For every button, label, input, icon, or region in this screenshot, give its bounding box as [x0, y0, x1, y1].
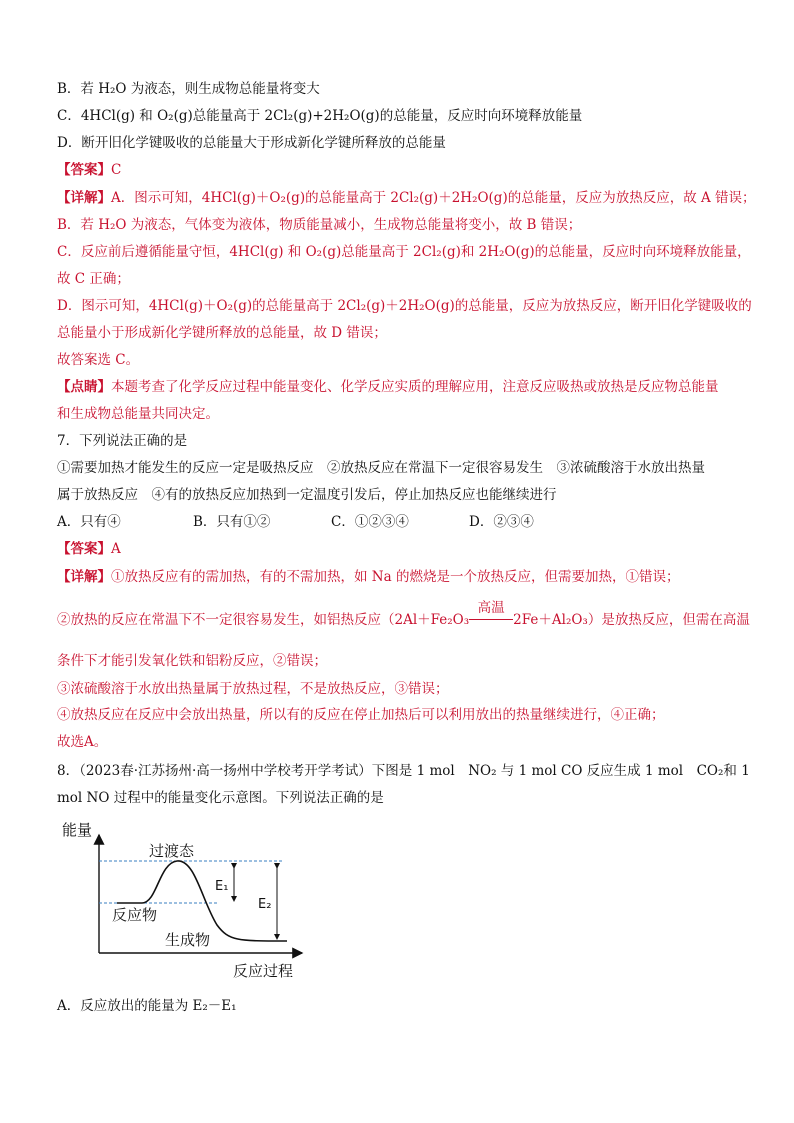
q6-answer — [57, 161, 121, 179]
e1-label: E₁ — [215, 879, 229, 894]
q7-option-d: D．②③④ — [469, 514, 534, 530]
detail-2-pre: ②放热的反应在常温下不一定很容易发生，如铝热反应（2Al＋Fe₂O₃ — [57, 612, 470, 628]
q6-conclusion: 故答案选 C。 — [57, 352, 140, 368]
q7-conclusion: 故选A。 — [57, 734, 108, 750]
reactant-label: 反应物 — [112, 906, 158, 924]
q7-detail-2-line2: 条件下才能引发氧化铁和铝粉反应，②错误； — [57, 653, 327, 669]
q7-detail-3: ③浓硫酸溶于水放出热量属于放热过程，不是放热反应，③错误； — [57, 681, 449, 697]
q7-stem: 7．下列说法正确的是 — [57, 433, 188, 449]
detail-2-post: 2Fe＋Al₂O₃）是放热反应，但需在高温 — [513, 612, 750, 628]
q6-point-line2: 和生成物总能量共同决定。 — [57, 406, 219, 422]
detail-tag: 【详解】 — [57, 569, 111, 585]
q6-point — [57, 378, 719, 396]
detail-tag: 【详解】 — [57, 190, 111, 206]
q7-detail-4: ④放热反应在反应中会放出热量，所以有的反应在停止加热后可以利用放出的热量继续进行，④正确； — [57, 707, 665, 723]
answer-tag: 【答案】 — [57, 541, 111, 557]
answer-tag: 【答案】 — [57, 162, 111, 178]
transition-state-label: 过渡态 — [149, 842, 195, 860]
q8-option-a: A．反应放出的能量为 E₂－E₁ — [57, 998, 237, 1014]
condition-bar — [469, 619, 513, 620]
q8-stem-line2: mol NO 过程中的能量变化示意图。下列说法正确的是 — [57, 790, 384, 806]
condition-text: 高温 — [477, 600, 505, 616]
q7-option-b: B．只有①② — [193, 514, 271, 530]
q7-option-c: C．①②③④ — [331, 514, 409, 530]
q6-detail-b: B．若 H₂O 为液态，气体变为液体，物质能量减小，生成物总能量将变小，故 B 错误； — [57, 217, 582, 233]
q7-statement-line2: 属于放热反应 ④有的放热反应加热到一定温度引发后，停止加热反应也能继续进行 — [57, 487, 557, 503]
q6-detail-c2: 故 C 正确； — [57, 271, 130, 287]
x-axis-label: 反应过程 — [233, 962, 294, 980]
q6-detail-c1: C．反应前后遵循能量守恒，4HCl(g) 和 O₂(g)总能量高于 2Cl₂(g)和 2H₂O(g)的总能量，反应时向环境释放能量， — [57, 244, 751, 260]
q6-detail-a — [57, 189, 756, 207]
point-text: 本题考查了化学反应过程中能量变化、化学反应实质的理解应用，注意反应吸热或放热是反应物总能量 — [111, 379, 719, 395]
q7-statement-line1: ①需要加热才能发生的反应一定是吸热反应 ②放热反应在常温下一定很容易发生 ③浓硫酸溶于水放出热量 — [57, 460, 705, 476]
detail-text: ①放热反应有的需加热，有的不需加热，如 Na 的燃烧是一个放热反应，但需要加热，①错误； — [111, 569, 680, 585]
q6-option-c: C．4HCl(g) 和 O₂(g)总能量高于 2Cl₂(g)+2H₂O(g)的总能量，反应时向环境释放能量 — [57, 108, 583, 124]
q7-detail-1 — [57, 568, 679, 586]
q7-answer — [57, 540, 121, 558]
q8-stem-line1: 8．（2023春·江苏扬州·高一扬州中学校考开学考试）下图是 1 mol NO₂ 与 1 mol CO 反应生成 1 mol CO₂和 1 — [57, 763, 750, 779]
detail-text: A．图示可知，4HCl(g)＋O₂(g)的总能量高于 2Cl₂(g)＋2H₂O(g)的总能量，反应为放热反应，故 A 错误； — [111, 190, 756, 206]
q7-detail-2 — [57, 600, 750, 629]
e2-label: E₂ — [258, 897, 272, 912]
product-label: 生成物 — [165, 931, 211, 949]
q7-options — [57, 513, 757, 531]
energy-diagram — [57, 815, 317, 990]
reaction-condition — [469, 600, 513, 629]
q6-detail-d1: D．图示可知，4HCl(g)＋O₂(g)的总能量高于 2Cl₂(g)＋2H₂O(g)的总能量，反应为放热反应，断开旧化学键吸收的 — [57, 298, 752, 314]
q6-detail-d2: 总能量小于形成新化学键所释放的总能量，故 D 错误； — [57, 325, 387, 341]
answer-value: A — [111, 541, 121, 557]
answer-value: C — [111, 162, 122, 178]
y-axis-label: 能量 — [62, 821, 93, 839]
point-tag: 【点睛】 — [57, 379, 111, 395]
q7-option-a: A．只有④ — [57, 514, 121, 530]
q6-option-d: D．断开旧化学键吸收的总能量大于形成新化学键所释放的总能量 — [57, 135, 446, 151]
q6-option-b: B．若 H₂O 为液态，则生成物总能量将变大 — [57, 81, 320, 97]
